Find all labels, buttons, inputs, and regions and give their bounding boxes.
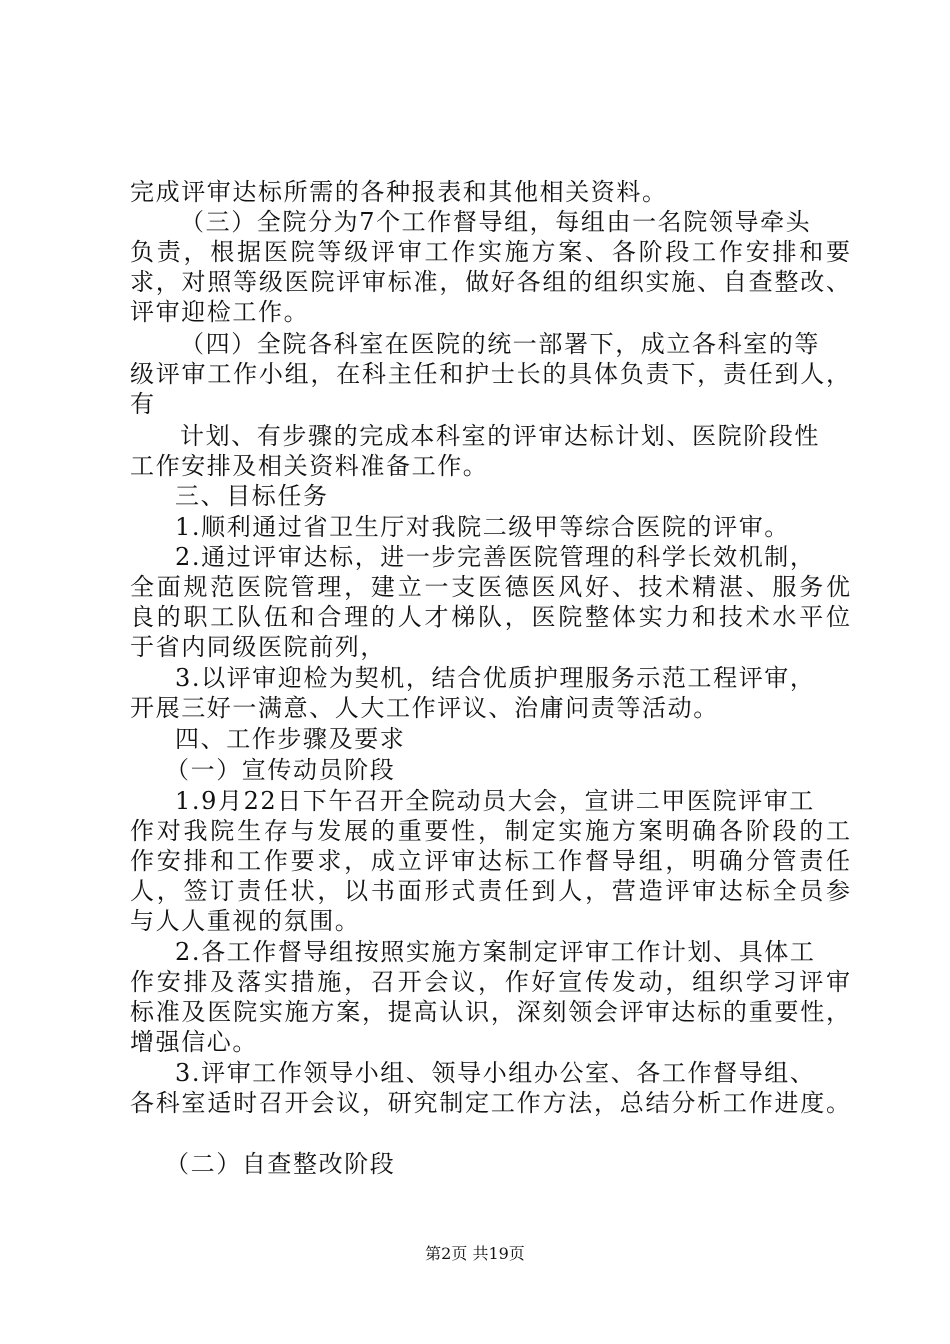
text-line: 全面规范医院管理，建立一支医德医风好、技术精湛、服务优 xyxy=(130,573,850,601)
text-line: 开展三好一满意、人大工作评议、治庸问责等活动。 xyxy=(130,694,719,722)
text-line: 1.顺利通过省卫生厅对我院二级甲等综合医院的评审。 xyxy=(175,513,790,541)
text-line: 良的职工队伍和合理的人才梯队，医院整体实力和技术水平位 xyxy=(130,603,850,631)
text-line: 评审迎检工作。 xyxy=(130,298,310,326)
text-line: 1.9月22日下午召开全院动员大会，宣讲二甲医院评审工 xyxy=(175,787,815,815)
subsection-heading: （二）自查整改阶段 xyxy=(165,1150,396,1178)
text-line: 工作安排及相关资料准备工作。 xyxy=(130,452,489,480)
text-line: 作安排和工作要求，成立评审达标工作督导组，明确分管责任 xyxy=(130,847,850,875)
text-line: 有 xyxy=(130,390,156,418)
text-line: 2.各工作督导组按照实施方案制定评审工作计划、具体工 xyxy=(175,938,816,966)
text-line: （三）全院分为7个工作督导组，每组由一名院领导牵头 xyxy=(180,208,812,236)
text-line: 3.评审工作领导小组、领导小组办公室、各工作督导组、 xyxy=(175,1059,816,1087)
text-line: 求，对照等级医院评审标准，做好各组的组织实施、自查整改、 xyxy=(130,268,850,296)
text-line: 计划、有步骤的完成本科室的评审达标计划、医院阶段性 xyxy=(180,422,820,450)
page-number-footer: 第2页 共19页 xyxy=(425,1244,525,1263)
section-heading: 三、目标任务 xyxy=(175,482,329,510)
subsection-heading: （一）宣传动员阶段 xyxy=(165,756,396,784)
text-line: 完成评审达标所需的各种报表和其他相关资料。 xyxy=(130,178,668,206)
text-line: 负责，根据医院等级评审工作实施方案、各阶段工作安排和要 xyxy=(130,238,850,266)
text-line: （四）全院各科室在医院的统一部署下，成立各科室的等 xyxy=(180,330,820,358)
text-line: 作对我院生存与发展的重要性，制定实施方案明确各阶段的工 xyxy=(130,817,850,845)
section-heading: 四、工作步骤及要求 xyxy=(175,725,406,753)
text-line: 级评审工作小组，在科主任和护士长的具体负责下，责任到人， xyxy=(130,360,850,388)
text-line: 增强信心。 xyxy=(130,1028,258,1056)
text-line: 3.以评审迎检为契机，结合优质护理服务示范工程评审， xyxy=(175,664,816,692)
text-line: 与人人重视的氛围。 xyxy=(130,907,361,935)
text-line: 标准及医院实施方案，提高认识，深刻领会评审达标的重要性， xyxy=(130,998,850,1026)
text-line: 2.通过评审达标，进一步完善医院管理的科学长效机制， xyxy=(175,543,816,571)
text-line: 各科室适时召开会议，研究制定工作方法，总结分析工作进度。 xyxy=(130,1089,850,1117)
text-line: 作安排及落实措施，召开会议，作好宣传发动，组织学习评审 xyxy=(130,968,850,996)
text-line: 于省内同级医院前列， xyxy=(130,633,386,661)
text-line: 人，签订责任状，以书面形式责任到人，营造评审达标全员参 xyxy=(130,877,850,905)
